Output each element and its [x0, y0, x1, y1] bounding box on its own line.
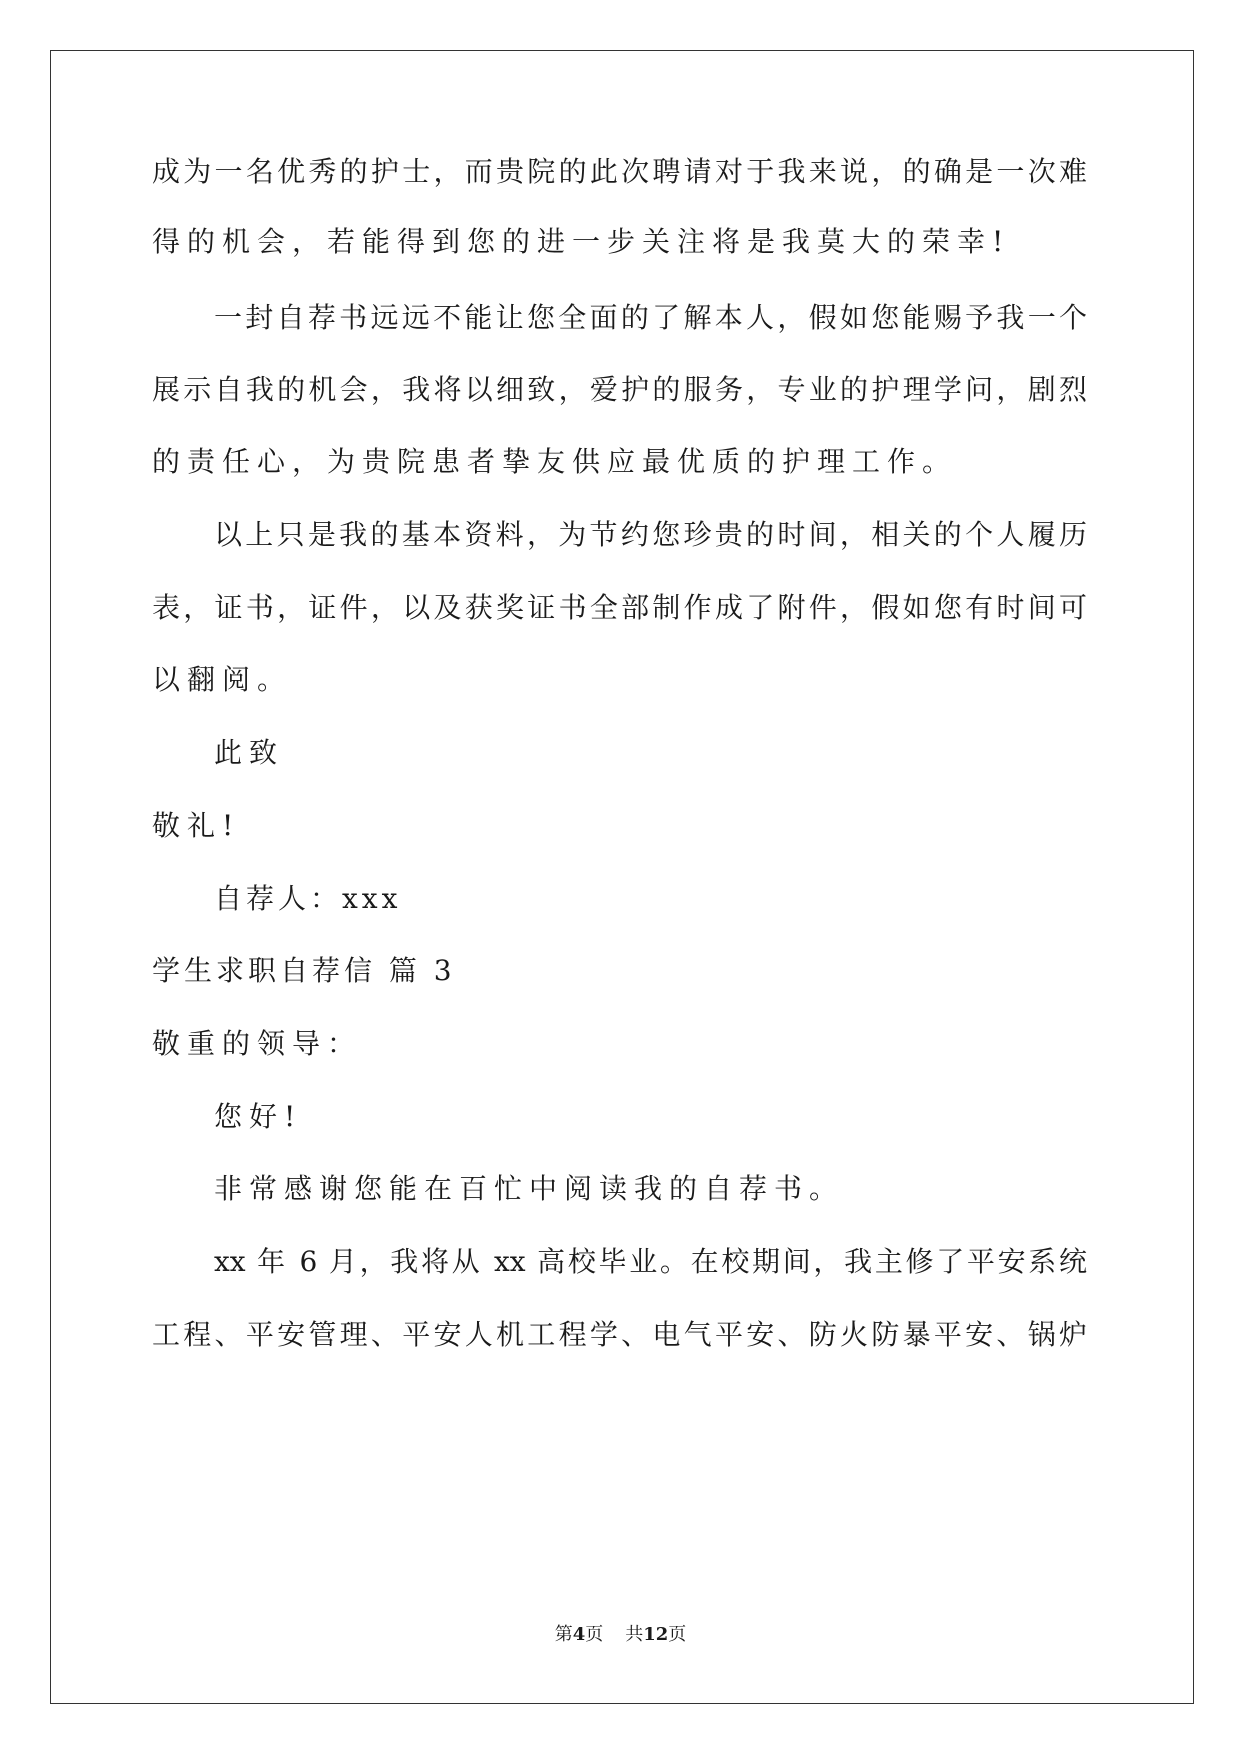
- footer-page-total: 12: [643, 1624, 669, 1645]
- body-line: 的责任心，为贵院患者挚友供应最优质的护理工作。: [152, 445, 958, 478]
- body-line: 工程、平安管理、平安人机工程学、电气平安、防火防暴平安、锅炉: [152, 1318, 1087, 1351]
- body-line: 您好!: [214, 1100, 303, 1133]
- body-line: 展示自我的机会，我将以细致，爱护的服务，专业的护理学问，剧烈: [152, 373, 1087, 406]
- section-heading: 学生求职自荐信 篇 3: [152, 954, 456, 987]
- signature-line: 自荐人：xxx: [214, 882, 402, 915]
- footer-page-current: 4: [572, 1624, 586, 1645]
- body-line: 以上只是我的基本资料，为节约您珍贵的时间，相关的个人履历: [214, 518, 1087, 551]
- closing-regards: 敬礼!: [152, 809, 241, 842]
- body-line: xx 年 6 月，我将从 xx 高校毕业。在校期间，我主修了平安系统: [214, 1245, 1087, 1278]
- footer-page-suffix: 页: [585, 1624, 604, 1645]
- body-line: 以翻阅。: [152, 663, 293, 696]
- footer-total-suffix: 页: [668, 1624, 687, 1645]
- greeting-line: 敬重的领导：: [152, 1027, 363, 1060]
- body-line: 得的机会，若能得到您的进一步关注将是我莫大的荣幸!: [152, 225, 1011, 258]
- page-footer: [0, 1623, 1241, 1647]
- body-line: 成为一名优秀的护士，而贵院的此次聘请对于我来说，的确是一次难: [152, 155, 1087, 188]
- closing-salutation: 此致: [214, 736, 285, 769]
- body-line: 表，证书，证件，以及获奖证书全部制作成了附件，假如您有时间可: [152, 591, 1087, 624]
- body-line: 非常感谢您能在百忙中阅读我的自荐书。: [214, 1172, 845, 1205]
- footer-total-prefix: 共: [625, 1624, 644, 1645]
- body-line: 一封自荐书远远不能让您全面的了解本人，假如您能赐予我一个: [214, 301, 1087, 334]
- footer-page-prefix: 第: [554, 1624, 573, 1645]
